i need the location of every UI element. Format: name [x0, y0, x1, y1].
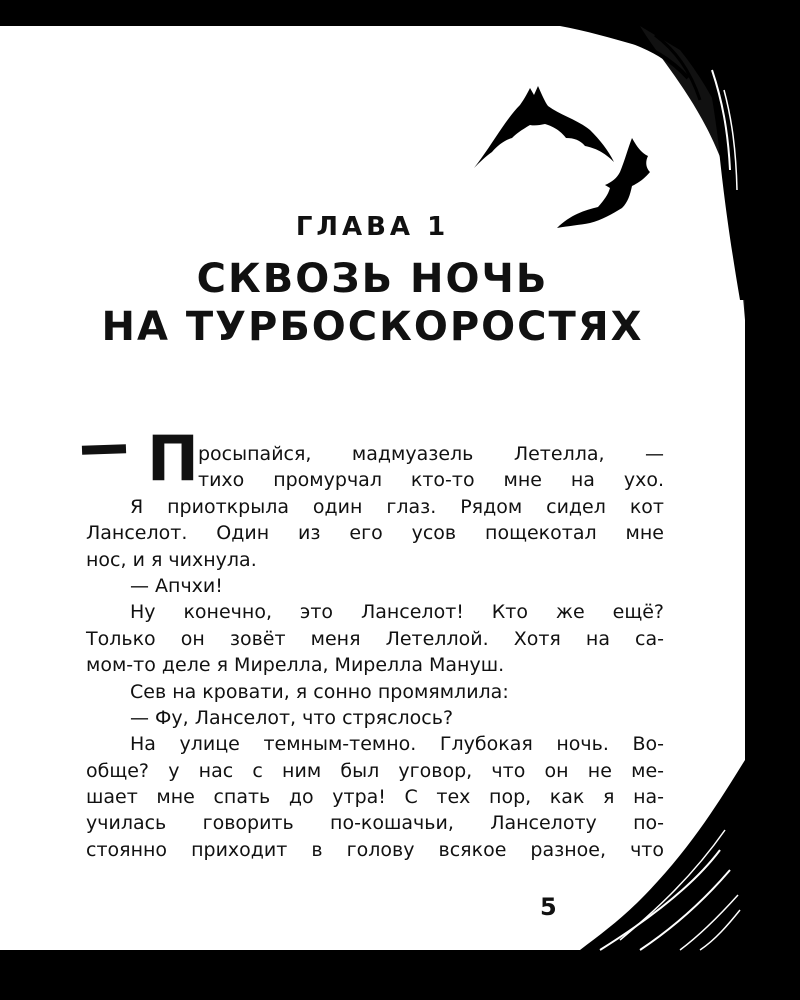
text-line: Я приоткрыла один глаз. Рядом сидел кот: [130, 495, 664, 518]
chapter-title-line-2: НА ТУРБОСКОРОСТЯХ: [101, 304, 644, 350]
text-line: — Апчхи!: [130, 574, 223, 597]
text-line: Ну конечно, это Ланселот! Кто же ещё?: [130, 601, 664, 624]
chapter-title-line-1: СКВОЗЬ НОЧЬ: [196, 256, 549, 302]
text-line: тихо промурчал кто-то мне на ухо.: [198, 469, 664, 492]
text-line: училась говорить по-кошачьи, Ланселоту по-: [86, 812, 664, 835]
page-number: 5: [540, 893, 557, 921]
text-line: нос, и я чихнула.: [86, 548, 257, 571]
text-line: обще? у нас с ним был уговор, что он не ме-: [86, 759, 664, 782]
text-line: Сев на кровати, я сонно промямлила:: [130, 680, 509, 703]
text-line: мом-то деле я Мирелла, Мирелла Мануш.: [86, 654, 505, 677]
text-line: Ланселот. Один из его усов пощекотал мне: [86, 522, 664, 545]
text-line: Только он зовёт меня Летеллой. Хотя на са-: [86, 627, 664, 650]
text-line: стоянно приходит в голову всякое разное, что: [86, 838, 664, 861]
text-line: На улице темным-темно. Глубокая ночь. Во-: [130, 733, 664, 756]
drop-cap-letter: П: [147, 422, 199, 495]
text-line: шает мне спать до утра! С тех пор, как я на-: [86, 786, 664, 809]
chapter-body-text: [86, 441, 664, 863]
text-line: — Фу, Ланселот, что стряслось?: [130, 706, 454, 729]
chapter-label: ГЛАВА 1: [295, 212, 450, 242]
text-line: росыпайся, мадмуазель Летелла, —: [198, 443, 664, 465]
